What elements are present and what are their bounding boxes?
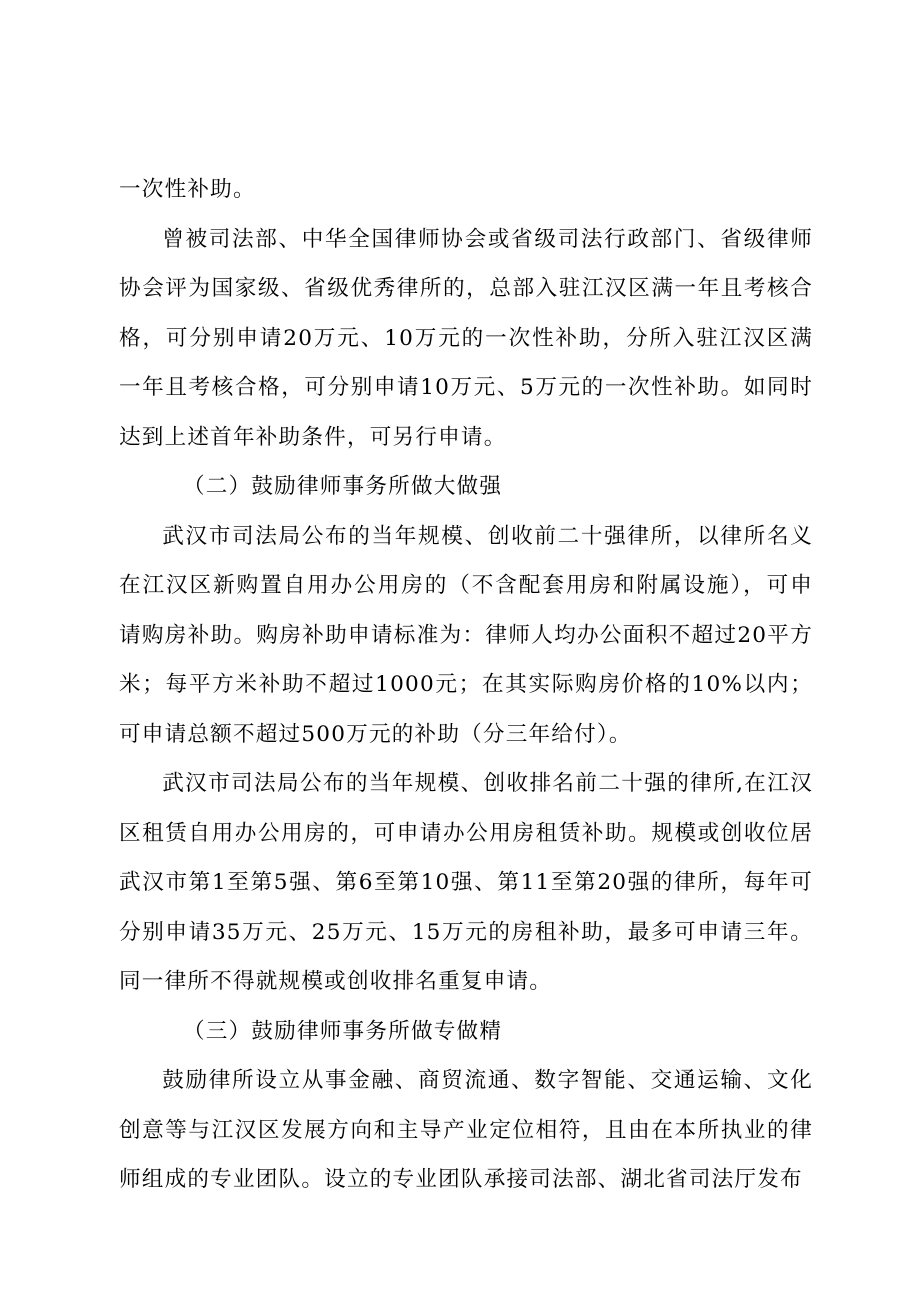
section-heading-specialized: （三）鼓励律师事务所做专做精 bbox=[183, 1018, 503, 1044]
paragraph-professional-teams: 鼓励律所设立从事金融、商贸流通、数字智能、交通运输、文化创意等与江汉区发展方向和主导产业定位相符，且由在本所执业的律师组成的专业团队。设立的专业团队承接司法部、湖北省司法厅发布 bbox=[119, 1068, 813, 1192]
document-body bbox=[119, 165, 813, 1205]
paragraph-excellent-firm-subsidy: 曾被司法部、中华全国律师协会或省级司法行政部门、省级律师协会评为国家级、省级优秀律所的，总部入驻江汉区满一年且考核合格，可分别申请20万元、10万元的一次性补助，分所入驻江汉区满一年且考核合格，可分别申请10万元、5万元的一次性补助。如同时达到上述首年补助条件，可另行申请。 bbox=[119, 226, 813, 450]
section-heading-bigger-stronger: （二）鼓励律师事务所做大做强 bbox=[183, 474, 503, 499]
paragraph-office-rent-subsidy: 武汉市司法局公布的当年规模、创收排名前二十强的律所,在江汉区租赁自用办公用房的，可申请办公用房租赁补助。规模或创收位居武汉市第1至第5强、第6至第10强、第11至第20强的律所，每年可分别申请35万元、25万元、15万元的房租补助，最多可申请三年。同一律所不得就规模或创收排名重复申请。 bbox=[119, 771, 813, 994]
paragraph-continuation: 一次性补助。 bbox=[119, 177, 256, 202]
paragraph-office-purchase-subsidy: 武汉市司法局公布的当年规模、创收前二十强律所，以律所名义在江汉区新购置自用办公用房的（不含配套用房和附属设施），可申请购房补助。购房补助申请标准为：律师人均办公面积不超过20平方米；每平方米补助不超过1000元；在其实际购房价格的10%以内；可申请总额不超过500万元的补助（分三年给付）。 bbox=[119, 523, 813, 747]
